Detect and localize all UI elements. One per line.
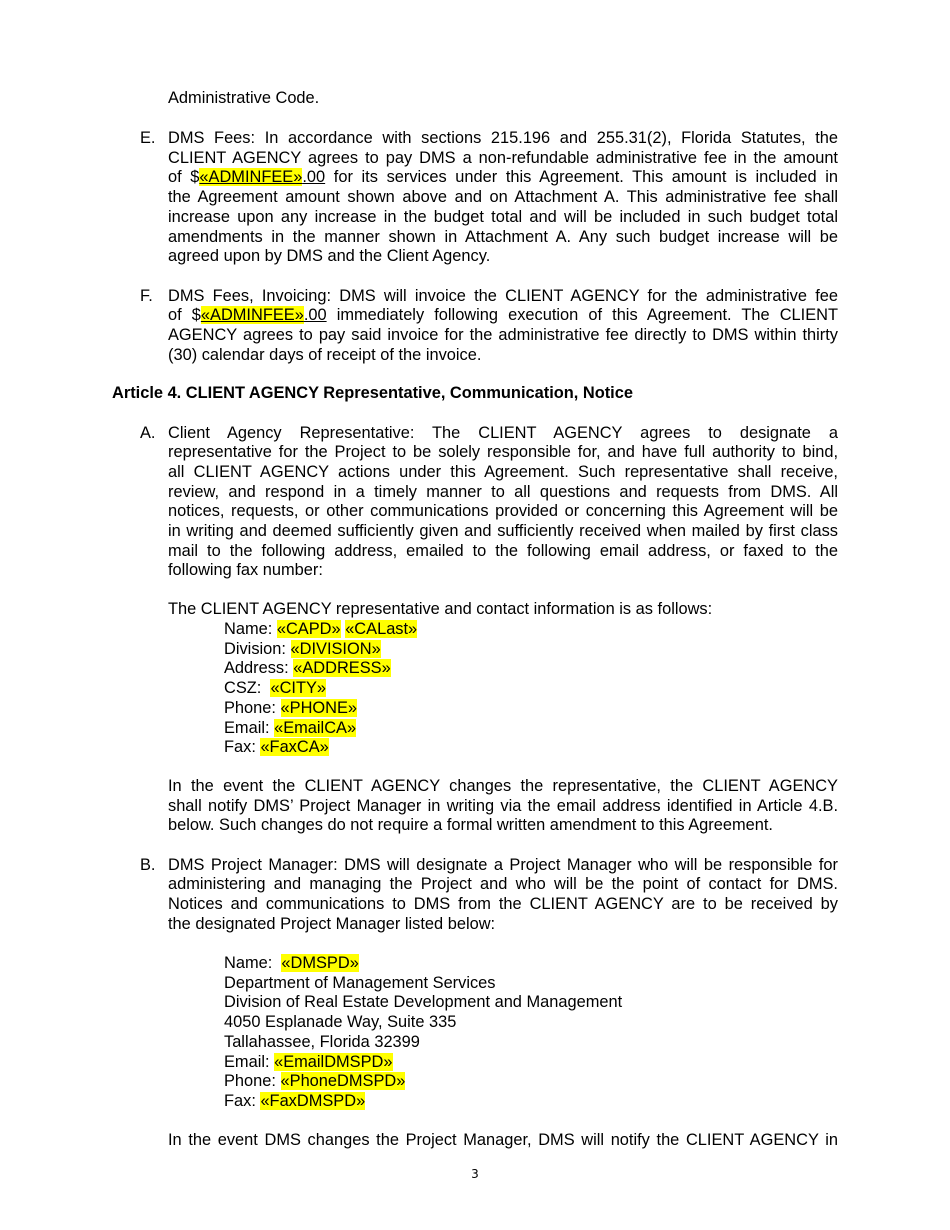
merge-field: «FaxCA» <box>260 738 329 757</box>
pm-email <box>224 1053 393 1073</box>
label: Fax: <box>224 738 261 757</box>
merge-field: «ADDRESS» <box>293 659 391 678</box>
list-marker-b: B. <box>140 855 156 874</box>
text-span: immediately following execution of this Agreement. The CLIENT <box>326 306 838 325</box>
contact-intro: The CLIENT AGENCY representative and contact information is as follows: <box>168 600 713 618</box>
pm-city: Tallahassee, Florida 32399 <box>224 1032 420 1051</box>
contact-fax <box>224 738 329 758</box>
change-line-1: In the event the CLIENT AGENCY changes the representative, the CLIENT AGENCY <box>168 777 838 795</box>
list-marker-f: F. <box>140 286 153 305</box>
item-a-line-8: following fax number: <box>168 561 323 580</box>
item-f-line-1: DMS Fees, Invoicing: DMS will invoice the CLIENT AGENCY for the administrative fee <box>168 286 838 305</box>
change-line-2: shall notify DMS’ Project Manager in writing via the email address identified in Article 4.B. <box>168 796 838 815</box>
pm-fax <box>224 1092 365 1112</box>
merge-field: «DIVISION» <box>290 639 381 658</box>
label: Fax: <box>224 1091 261 1110</box>
item-a-line-7: mail to the following address, emailed to the following email address, or faxed to the <box>168 541 838 560</box>
merge-field: «CALast» <box>345 620 418 638</box>
pm-phone <box>224 1072 405 1092</box>
item-e-line-6: amendments in the manner shown in Attachment A. Any such budget increase will be <box>168 227 838 246</box>
admin-fee-field: «ADMINFEE» <box>199 168 303 187</box>
cents-text: .00 <box>303 306 327 325</box>
item-f-line-3: AGENCY agrees to pay said invoice for the administrative fee directly to DMS within thirty <box>168 326 838 344</box>
contact-csz <box>224 679 326 699</box>
article-heading: Article 4. CLIENT AGENCY Representative, Communication, Notice <box>112 384 633 402</box>
item-b-line-2: administering and managing the Project and who will be the point of contact for DMS. <box>168 875 838 894</box>
item-a-line-2: representative for the Project to be solely responsible for, and have full authority to bind, <box>168 443 838 462</box>
change-line-3: below. Such changes do not require a formal written amendment to this Agreement. <box>168 816 773 835</box>
pm-street: 4050 Esplanade Way, Suite 335 <box>224 1013 457 1032</box>
label: Name: <box>224 620 277 638</box>
item-e-line-3 <box>168 168 838 188</box>
admin-fee-field: «ADMINFEE» <box>200 306 304 325</box>
merge-field: «DMSPD» <box>281 954 359 972</box>
item-b-line-4: the designated Project Manager listed below: <box>168 914 496 933</box>
item-e-line-5: increase upon any increase in the budget total and will be included in such budget total <box>168 207 838 226</box>
item-e-line-7: agreed upon by DMS and the Client Agency. <box>168 247 491 266</box>
item-a-line-4: review, and respond in a timely manner to all questions and requests from DMS. All <box>168 482 838 501</box>
text-span: of $ <box>168 168 200 187</box>
list-marker-e: E. <box>140 129 156 147</box>
merge-field: «EmailCA» <box>274 718 357 737</box>
item-a-line-1: Client Agency Representative: The CLIENT AGENCY agrees to designate a <box>168 423 838 442</box>
page-number: 3 <box>471 1167 479 1181</box>
list-marker-a: A. <box>140 423 156 442</box>
contact-division <box>224 640 381 660</box>
label: Name: <box>224 954 282 972</box>
contact-email <box>224 719 356 739</box>
contact-phone <box>224 699 357 719</box>
item-a-line-3: all CLIENT AGENCY actions under this Agreement. Such representative shall receive, <box>168 462 838 481</box>
cents-text: .00 <box>302 168 326 187</box>
item-f-line-4: (30) calendar days of receipt of the invoice. <box>168 345 482 364</box>
pm-department: Department of Management Services <box>224 973 496 992</box>
item-b-line-3: Notices and communications to DMS from the CLIENT AGENCY are to be received by <box>168 894 838 913</box>
label: CSZ: <box>224 679 271 698</box>
paragraph-text: Administrative Code. <box>168 89 320 107</box>
merge-field: «FaxDMSPD» <box>260 1091 366 1110</box>
item-b-line-1: DMS Project Manager: DMS will designate a Project Manager who will be responsible for <box>168 855 838 874</box>
merge-field: «PhoneDMSPD» <box>280 1072 406 1091</box>
item-a-line-6: in writing and deemed sufficiently given and sufficiently received when mailed by first class <box>168 522 838 540</box>
merge-field: «CITY» <box>270 679 327 698</box>
merge-field: «EmailDMSPD» <box>274 1052 393 1071</box>
item-b-last-line: In the event DMS changes the Project Manager, DMS will notify the CLIENT AGENCY in <box>168 1131 838 1149</box>
item-a-line-5: notices, requests, or other communications provided or concerning this Agreement will be <box>168 502 838 521</box>
label: Division: <box>224 639 291 658</box>
label: Phone: <box>224 698 281 717</box>
merge-field: «PHONE» <box>280 698 358 717</box>
text-span: of $ <box>168 306 201 325</box>
item-e-line-4: the Agreement amount shown above and on Attachment A. This administrative fee shall <box>168 188 838 207</box>
item-e-line-1: DMS Fees: In accordance with sections 215.196 and 255.31(2), Florida Statutes, the <box>168 129 838 147</box>
pm-name <box>224 954 359 974</box>
item-e-line-2: CLIENT AGENCY agrees to pay DMS a non-refundable administrative fee in the amount <box>168 148 838 167</box>
merge-field: «CAPD» <box>276 620 341 638</box>
pm-division: Division of Real Estate Development and Management <box>224 993 623 1012</box>
contact-address <box>224 659 391 679</box>
item-f-line-2 <box>168 306 838 326</box>
text-span: for its services under this Agreement. This amount is included in <box>325 168 838 187</box>
label: Email: <box>224 1052 275 1071</box>
label: Address: <box>224 659 294 678</box>
label: Phone: <box>224 1072 281 1091</box>
contact-name <box>224 620 417 640</box>
label: Email: <box>224 718 275 737</box>
